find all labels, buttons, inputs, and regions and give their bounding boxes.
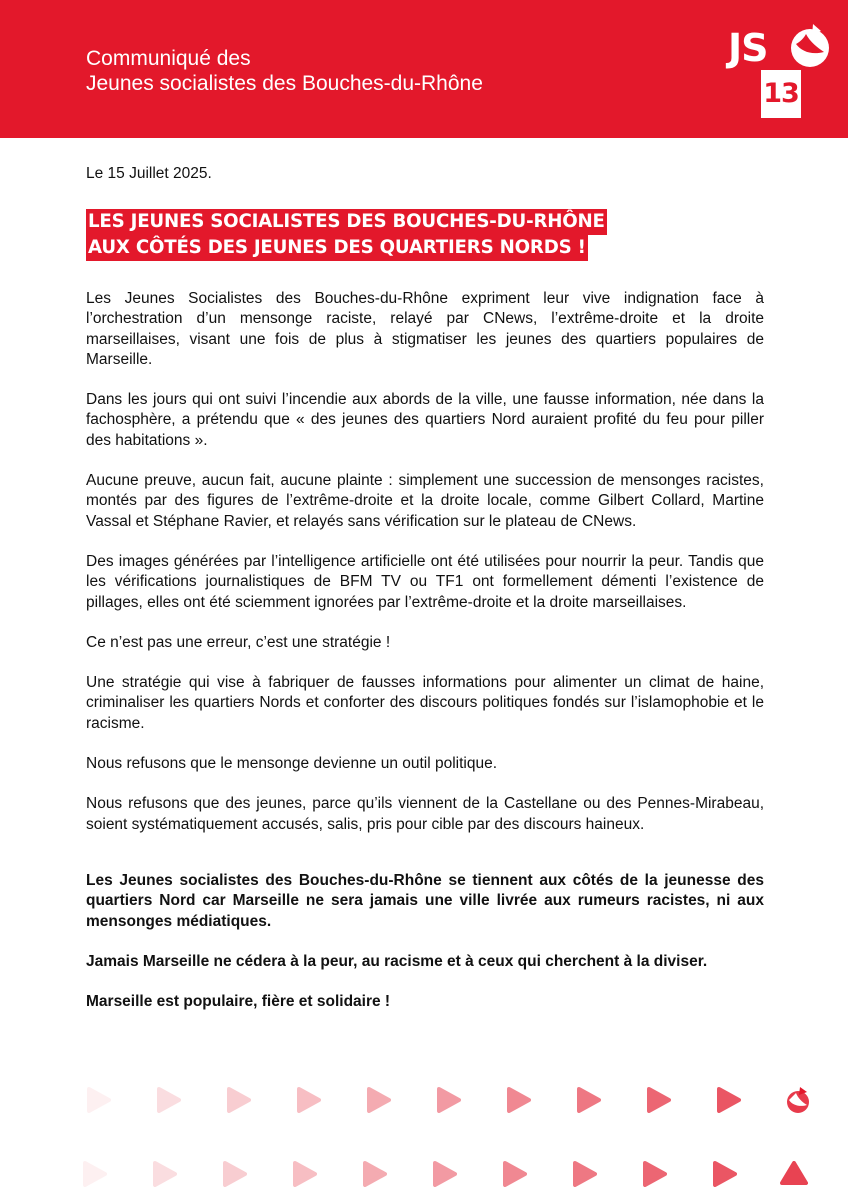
- paragraph: Aucune preuve, aucun fait, aucune plainte : simplement une succession de mensonges racistes, montés par des figures de l’extrême-droite et la droite locale, comme Gilbert Collard, Martine Vassal et Stéphane Ravier, et relayés sans vérification sur le plateau de CNews.: [86, 472, 764, 530]
- paragraph: Les Jeunes Socialistes des Bouches-du-Rhône expriment leur vive indignation face à l’orchestration d’un mensonge raciste, relayé par CNews, l’extrême-droite et la droite marseillaises, visant une fois de plus à stigmatiser les jeunes des quartiers populaires de Marseille.: [86, 290, 764, 368]
- play-triangle-icon: [365, 1163, 385, 1185]
- play-triangle-icon: [295, 1163, 315, 1185]
- play-triangle-icon: [439, 1089, 459, 1111]
- paragraph: Une stratégie qui vise à fabriquer de fausses informations pour alimenter un climat de haine, criminaliser les quartiers Nords et conforter des discours politiques fondés sur l’islamophobie et le racisme.: [86, 674, 764, 732]
- header-title-line1: Communiqué des: [86, 47, 251, 70]
- bold-paragraph: Les Jeunes socialistes des Bouches-du-Rhône se tiennent aux côtés de la jeunesse des quartiers Nord car Marseille ne sera jamais une ville livrée aux rumeurs racistes, ni aux mensonges médiatiques.: [86, 871, 764, 930]
- play-triangle-icon: [782, 1163, 806, 1183]
- play-triangle-icon: [435, 1163, 455, 1185]
- bold-paragraph: Marseille est populaire, fière et solidaire !: [86, 993, 391, 1011]
- rose-icon: [788, 22, 832, 68]
- logo-number: 13: [761, 70, 801, 118]
- logo-text: JS: [728, 26, 768, 70]
- play-triangle-icon: [649, 1089, 669, 1111]
- decorative-triangle-pattern: [0, 1070, 848, 1199]
- headline-line1: LES JEUNES SOCIALISTES DES BOUCHES-DU-RHÔNE: [86, 209, 607, 235]
- play-triangle-icon: [159, 1089, 179, 1111]
- press-release-body: [86, 289, 764, 1032]
- play-triangle-icon: [579, 1089, 599, 1111]
- js13-logo: [728, 22, 832, 122]
- header-banner: [0, 0, 848, 138]
- play-triangle-icon: [85, 1163, 105, 1185]
- play-triangle-icon: [719, 1089, 739, 1111]
- paragraph: Nous refusons que le mensonge devienne un outil politique.: [86, 755, 498, 773]
- header-title: [86, 46, 483, 96]
- play-triangle-icon: [89, 1089, 109, 1111]
- bold-paragraph: Jamais Marseille ne cédera à la peur, au racisme et à ceux qui cherchent à la diviser.: [86, 952, 708, 970]
- rose-icon: [787, 1087, 809, 1113]
- play-triangle-icon: [509, 1089, 529, 1111]
- play-triangle-icon: [645, 1163, 665, 1185]
- play-triangle-icon: [155, 1163, 175, 1185]
- paragraph: Dans les jours qui ont suivi l’incendie aux abords de la ville, une fausse information, née dans la fachosphère, a prétendu que « des jeunes des quartiers Nord auraient profité du feu pour piller des habitations ».: [86, 391, 764, 449]
- play-triangle-icon: [369, 1089, 389, 1111]
- paragraph: Nous refusons que des jeunes, parce qu’ils viennent de la Castellane ou des Pennes-Mirabeau, soient systématiquement accusés, salis, pris pour cible par des discours haineux.: [86, 795, 764, 833]
- play-triangle-icon: [229, 1089, 249, 1111]
- play-triangle-icon: [575, 1163, 595, 1185]
- play-triangle-icon: [505, 1163, 525, 1185]
- header-title-line2: Jeunes socialistes des Bouches-du-Rhône: [86, 72, 483, 95]
- headline-line2: AUX CÔTÉS DES JEUNES DES QUARTIERS NORDS !: [86, 235, 588, 261]
- play-triangle-icon: [299, 1089, 319, 1111]
- paragraph: Ce n’est pas une erreur, c’est une stratégie !: [86, 633, 391, 651]
- play-triangle-icon: [715, 1163, 735, 1185]
- date-line: Le 15 Juillet 2025.: [86, 165, 212, 182]
- headline: [86, 209, 746, 261]
- play-triangle-icon: [225, 1163, 245, 1185]
- paragraph: Des images générées par l’intelligence artificielle ont été utilisées pour nourrir la peur. Tandis que les vérifications journalistiques de BFM TV ou TF1 ont formellement démenti l’existence de pillages, elles ont été sciemment ignorées par l’extrême-droite et la droite marseillaises.: [86, 552, 764, 611]
